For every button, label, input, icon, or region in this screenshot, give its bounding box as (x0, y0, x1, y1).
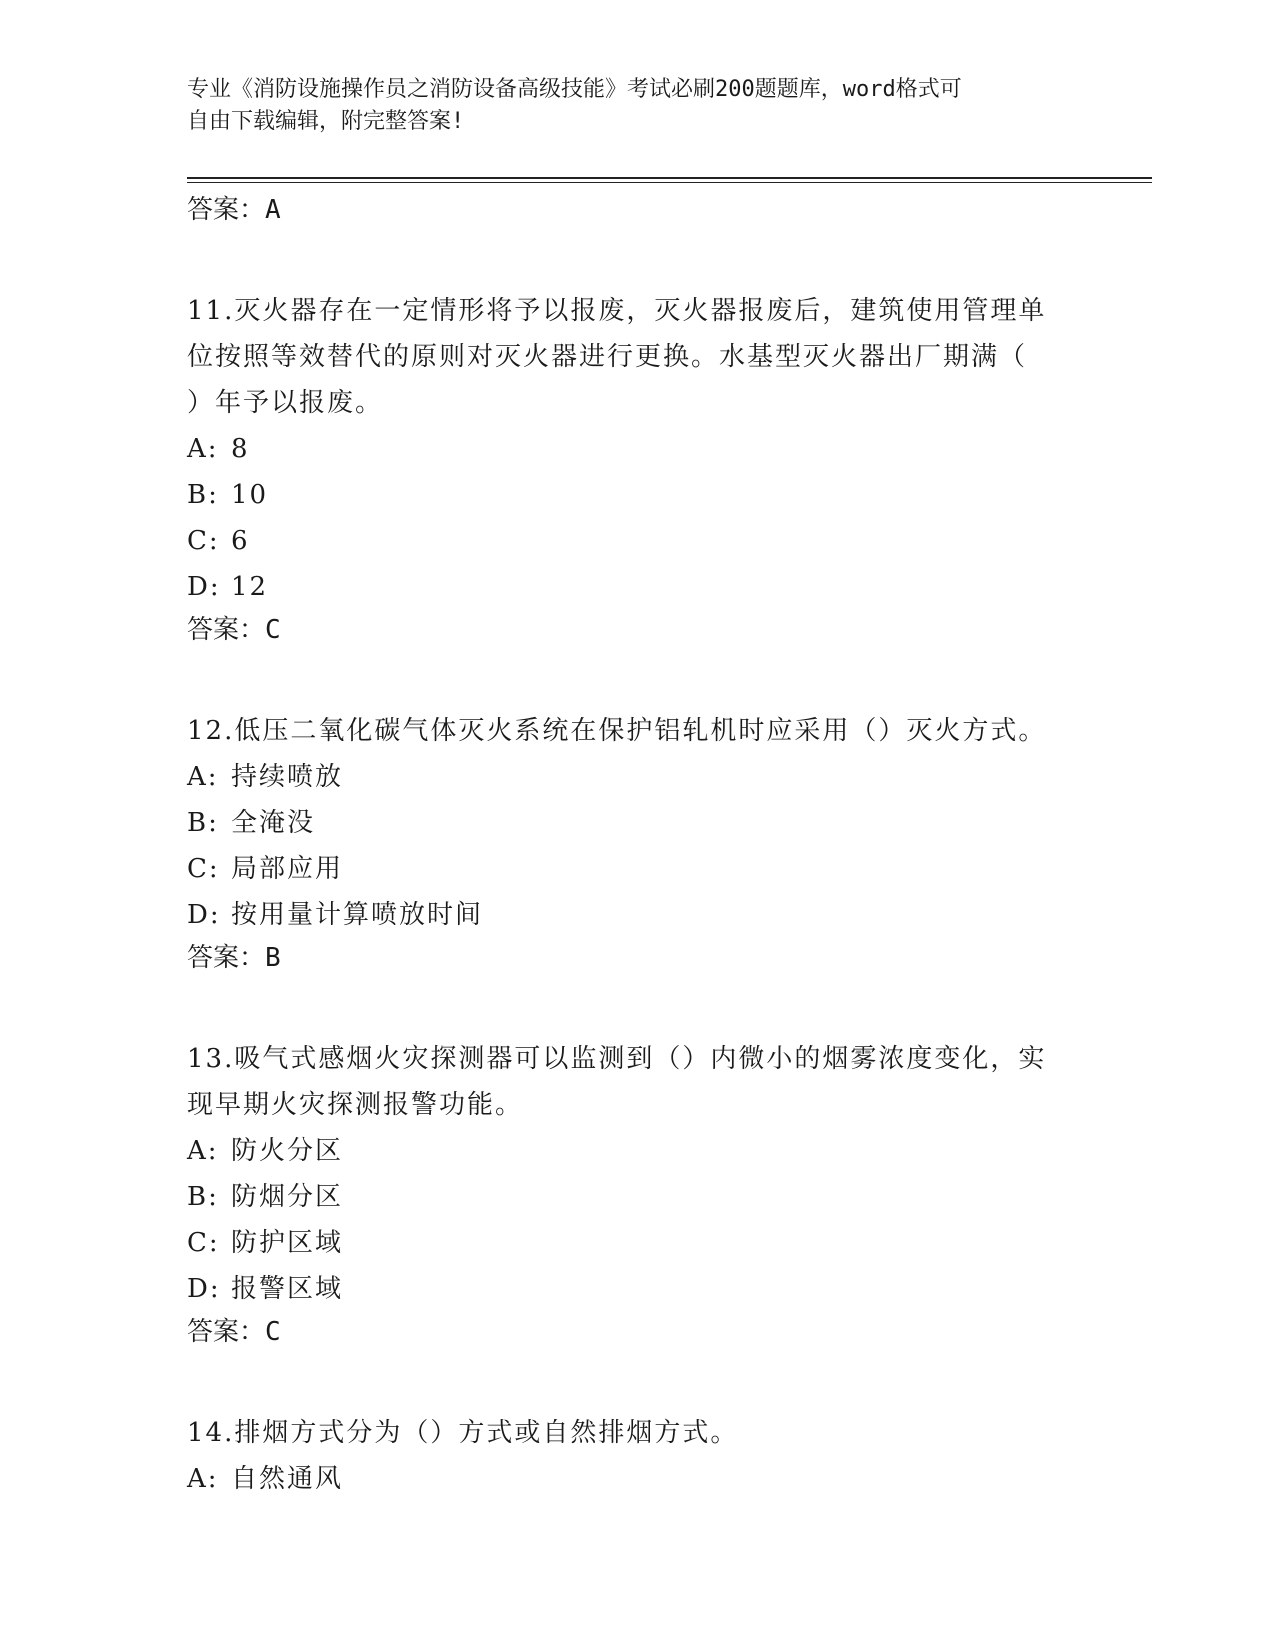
question-text-line: 12.低压二氧化碳气体灭火系统在保护铝轧机时应采用（）灭火方式。 (187, 716, 1047, 746)
option-text: 全淹没 (231, 808, 316, 838)
option-b (187, 1174, 1087, 1220)
option-key: A: (187, 762, 219, 792)
option-d (187, 892, 1087, 938)
option-c (187, 1220, 1087, 1266)
option-key: B: (187, 808, 219, 838)
option-c (187, 846, 1087, 892)
option-key: D: (187, 1274, 221, 1304)
option-a (187, 1128, 1087, 1174)
question-text-line: ）年予以报废。 (187, 388, 384, 418)
answer-line: 答案：C (187, 615, 281, 645)
option-text: 防烟分区 (231, 1182, 344, 1212)
option-text: 局部应用 (231, 854, 344, 884)
question-text-line: 位按照等效替代的原则对灭火器进行更换。水基型灭火器出厂期满（ (187, 342, 1028, 372)
header-line-2: 自由下载编辑，附完整答案! (187, 109, 465, 134)
option-text: 8 (231, 434, 250, 464)
option-a (187, 1456, 1087, 1502)
option-key: B: (187, 1182, 219, 1212)
option-key: D: (187, 900, 221, 930)
option-key: D: (187, 572, 221, 602)
option-d (187, 1266, 1087, 1312)
option-text: 报警区域 (231, 1274, 344, 1304)
option-key: A: (187, 434, 219, 464)
header-divider-thin (187, 182, 1152, 183)
question-text-line: 现早期火灾探测报警功能。 (187, 1090, 524, 1120)
option-key: C: (187, 854, 220, 884)
question-list (187, 190, 1087, 1502)
question-text-line: 14.排烟方式分为（）方式或自然排烟方式。 (187, 1418, 739, 1448)
answer-line: 答案：C (187, 1317, 281, 1347)
option-key: C: (187, 526, 220, 556)
question-11 (187, 288, 1087, 426)
option-b (187, 800, 1087, 846)
option-c (187, 518, 1087, 564)
answer-line: 答案：A (187, 195, 281, 225)
question-14 (187, 1410, 1087, 1456)
question-13 (187, 1036, 1087, 1128)
option-key: C: (187, 1228, 220, 1258)
option-key: B: (187, 480, 219, 510)
option-text: 防火分区 (231, 1136, 344, 1166)
document-header (187, 74, 1087, 138)
option-text: 按用量计算喷放时间 (231, 900, 484, 930)
option-text: 防护区域 (231, 1228, 344, 1258)
option-a (187, 754, 1087, 800)
option-text: 自然通风 (231, 1464, 344, 1494)
option-key: A: (187, 1464, 219, 1494)
option-text: 6 (231, 526, 250, 556)
question-12 (187, 708, 1087, 754)
option-text: 12 (231, 572, 269, 602)
option-b (187, 472, 1087, 518)
option-text: 10 (231, 480, 269, 510)
question-text-line: 11.灭火器存在一定情形将予以报废，灭火器报废后，建筑使用管理单 (187, 296, 1047, 326)
header-line-1: 专业《消防设施操作员之消防设备高级技能》考试必刷200题题库，word格式可 (187, 77, 962, 102)
option-key: A: (187, 1136, 219, 1166)
answer-line: 答案：B (187, 943, 281, 973)
option-a (187, 426, 1087, 472)
option-text: 持续喷放 (231, 762, 344, 792)
question-text-line: 13.吸气式感烟火灾探测器可以监测到（）内微小的烟雾浓度变化，实 (187, 1044, 1047, 1074)
option-d (187, 564, 1087, 610)
header-divider-thick (187, 177, 1152, 179)
